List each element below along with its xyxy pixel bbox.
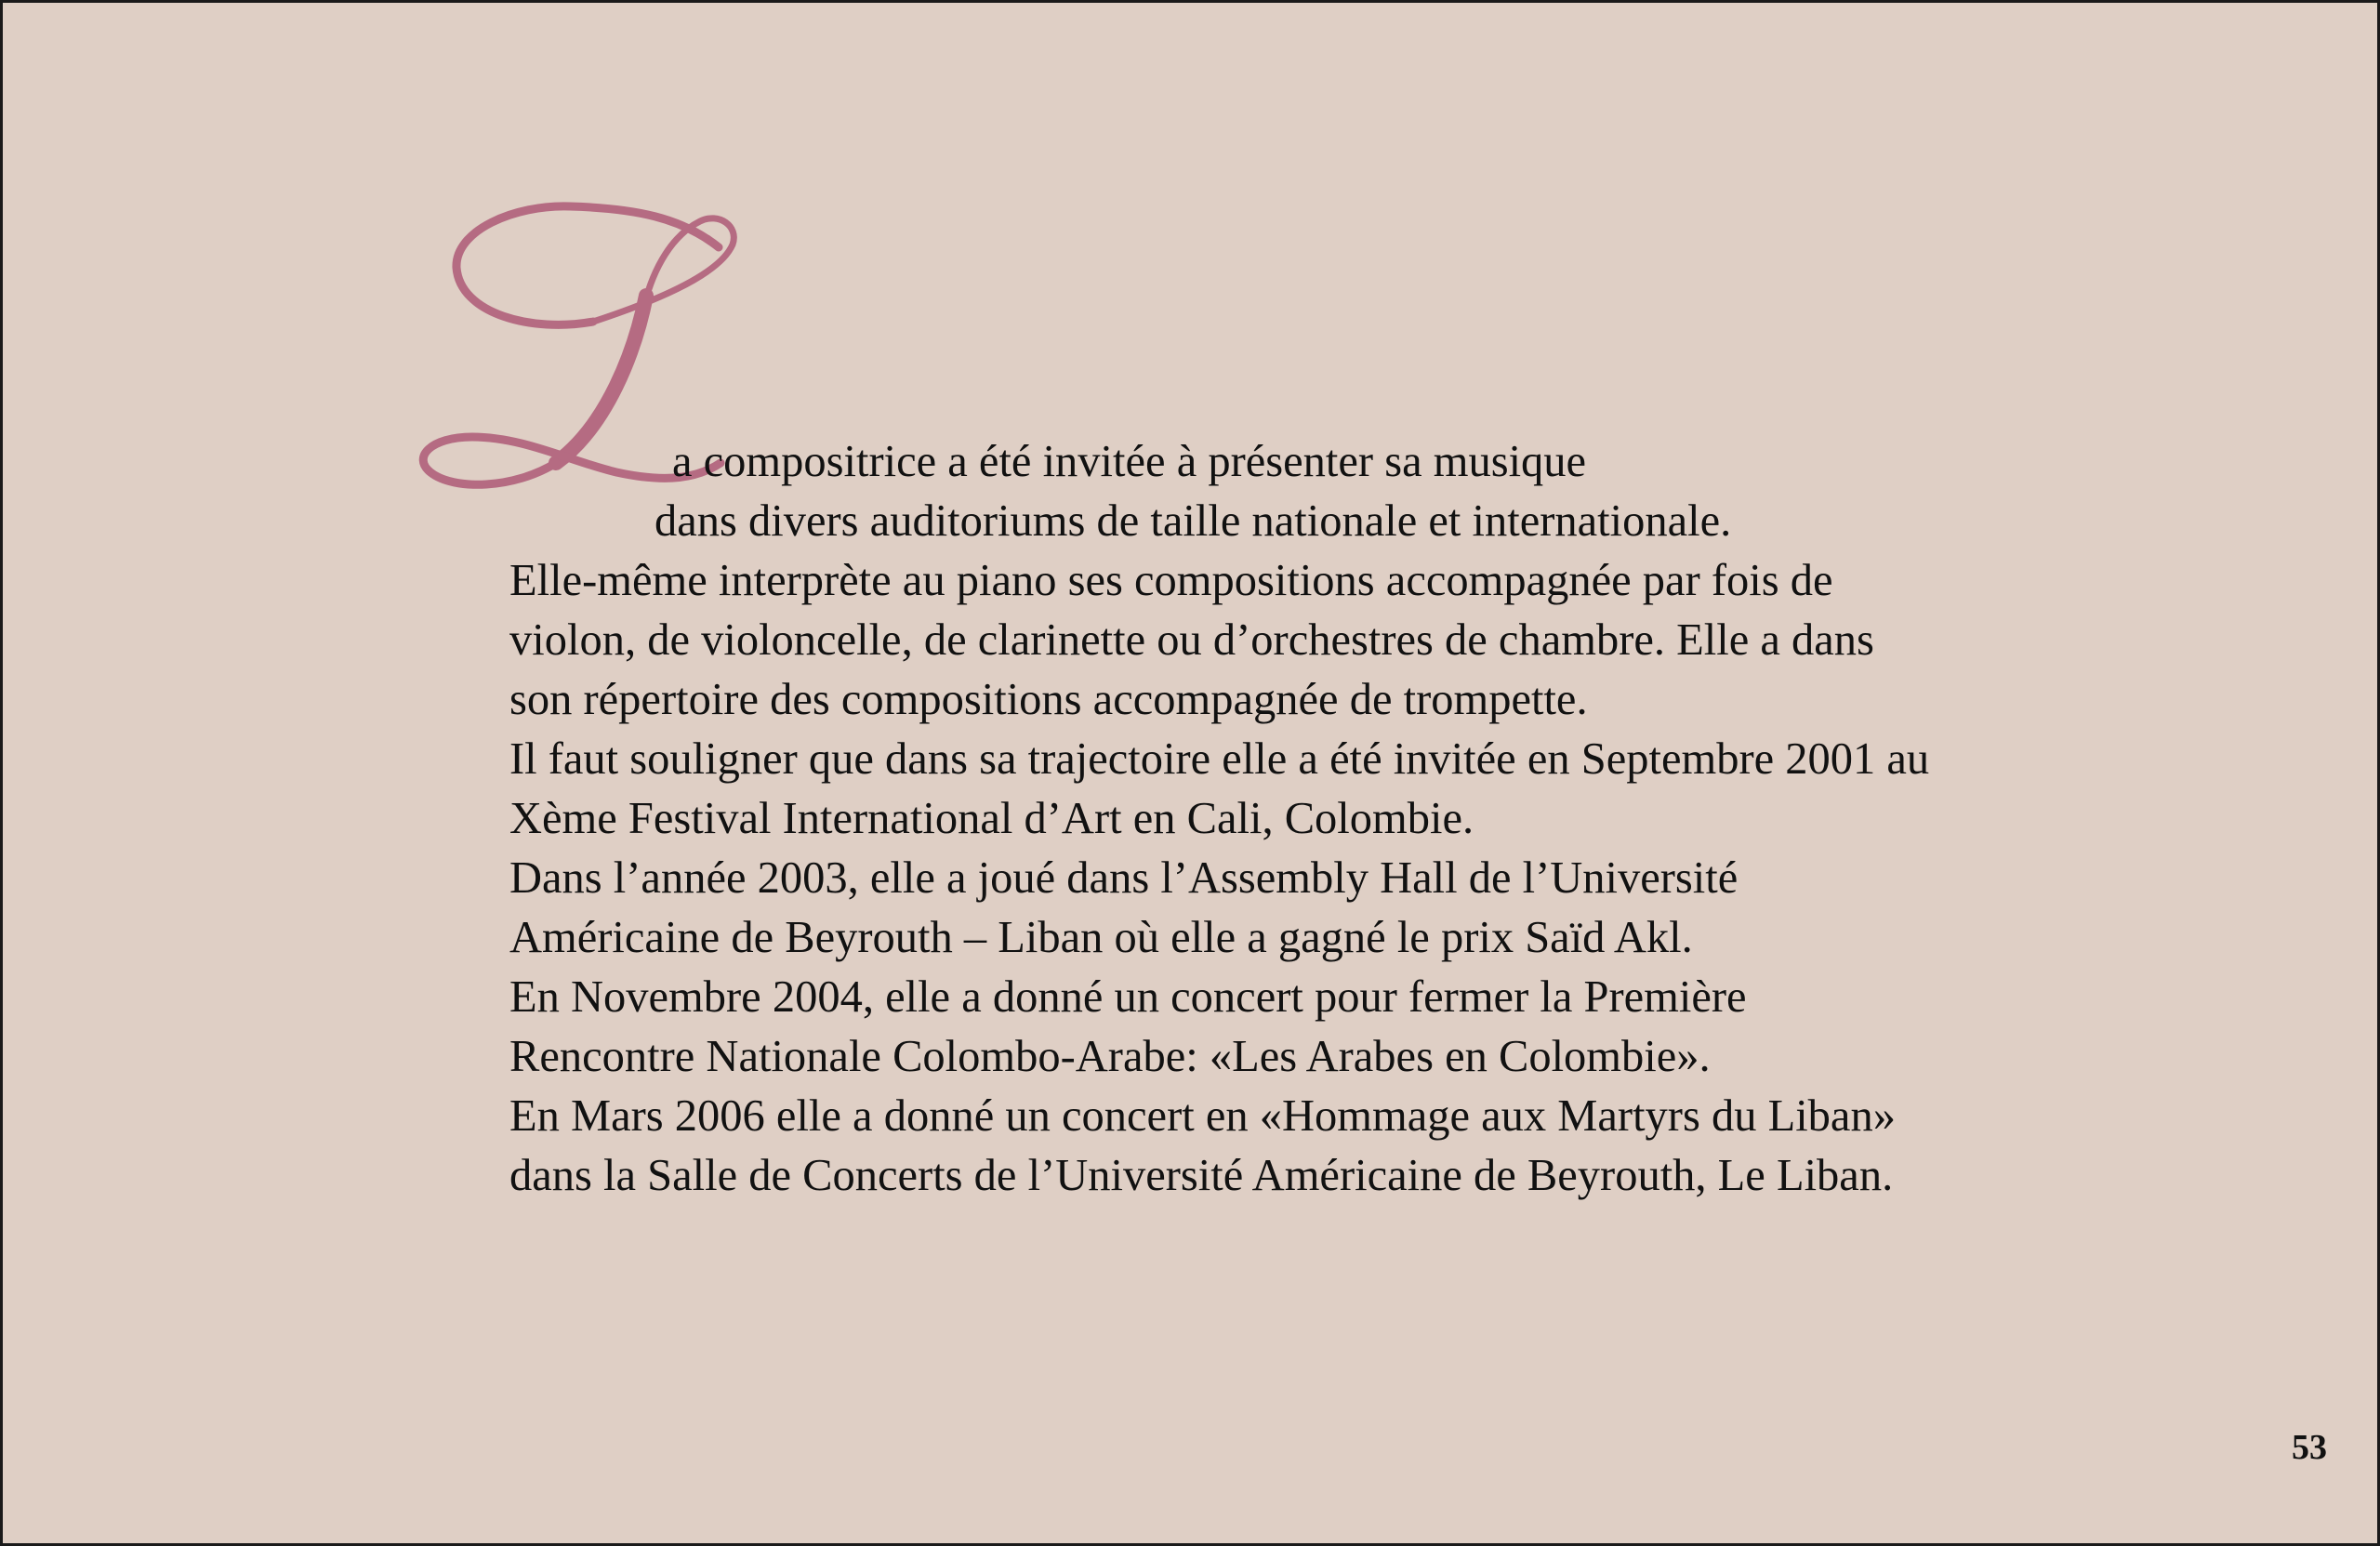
- body-line: Rencontre Nationale Colombo-Arabe: «Les Arabes en Colombie».: [509, 1032, 1711, 1081]
- body-line: dans divers auditoriums de taille nationale et internationale.: [654, 496, 1732, 546]
- body-line: a compositrice a été invitée à présenter sa musique: [672, 437, 1587, 486]
- page-number: 53: [2292, 1428, 2327, 1467]
- body-line: son répertoire des compositions accompagnée de trompette.: [509, 675, 1588, 724]
- body-line: Américaine de Beyrouth – Liban où elle a gagné le prix Saïd Akl.: [509, 913, 1693, 962]
- body-line: Il faut souligner que dans sa trajectoire elle a été invitée en Septembre 2001 au: [509, 734, 1930, 784]
- body-line: En Mars 2006 elle a donné un concert en «Hommage aux Martyrs du Liban»: [509, 1091, 1896, 1141]
- body-line: dans la Salle de Concerts de l’Université Américaine de Beyrouth, Le Liban.: [509, 1151, 1894, 1200]
- body-line: Xème Festival International d’Art en Cali, Colombie.: [509, 794, 1474, 843]
- body-line: Elle-même interprète au piano ses compositions accompagnée par fois de: [509, 556, 1833, 605]
- body-line: En Novembre 2004, elle a donné un concert pour fermer la Première: [509, 972, 1747, 1022]
- body-line: violon, de violoncelle, de clarinette ou d’orchestres de chambre. Elle a dans: [509, 615, 1874, 665]
- body-line: Dans l’année 2003, elle a joué dans l’Assembly Hall de l’Université: [509, 853, 1739, 903]
